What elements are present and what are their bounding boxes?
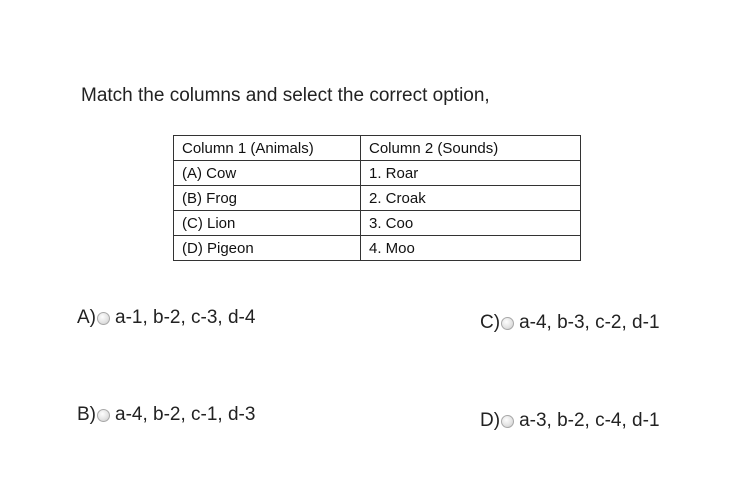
option-b[interactable]: [77, 404, 255, 426]
option-a[interactable]: [77, 307, 255, 329]
animal-cell: (A) Cow: [174, 161, 361, 186]
option-c[interactable]: [480, 312, 660, 334]
table-row: [174, 161, 581, 186]
option-a-text: a-1, b-2, c-3, d-4: [115, 307, 256, 328]
animal-cell: (B) Frog: [174, 186, 361, 211]
option-a-letter: A): [77, 307, 96, 328]
column-1-header: Column 1 (Animals): [174, 136, 361, 161]
radio-button-icon[interactable]: [97, 409, 110, 422]
table-row: [174, 211, 581, 236]
column-2-header: Column 2 (Sounds): [361, 136, 581, 161]
radio-button-icon[interactable]: [501, 415, 514, 428]
radio-button-icon[interactable]: [97, 312, 110, 325]
option-c-text: a-4, b-3, c-2, d-1: [519, 312, 660, 333]
match-table: [173, 135, 581, 261]
option-d[interactable]: [480, 410, 660, 432]
table-row: [174, 236, 581, 261]
option-d-letter: D): [480, 410, 501, 431]
option-b-text: a-4, b-2, c-1, d-3: [115, 404, 256, 425]
option-b-letter: B): [77, 404, 96, 425]
table-header-row: [174, 136, 581, 161]
radio-button-icon[interactable]: [501, 317, 514, 330]
sound-cell: 2. Croak: [361, 186, 581, 211]
option-c-letter: C): [480, 312, 501, 333]
question-text: Match the columns and select the correct option,: [81, 85, 490, 106]
option-d-text: a-3, b-2, c-4, d-1: [519, 410, 660, 431]
animal-cell: (C) Lion: [174, 211, 361, 236]
sound-cell: 4. Moo: [361, 236, 581, 261]
animal-cell: (D) Pigeon: [174, 236, 361, 261]
table-row: [174, 186, 581, 211]
sound-cell: 1. Roar: [361, 161, 581, 186]
sound-cell: 3. Coo: [361, 211, 581, 236]
